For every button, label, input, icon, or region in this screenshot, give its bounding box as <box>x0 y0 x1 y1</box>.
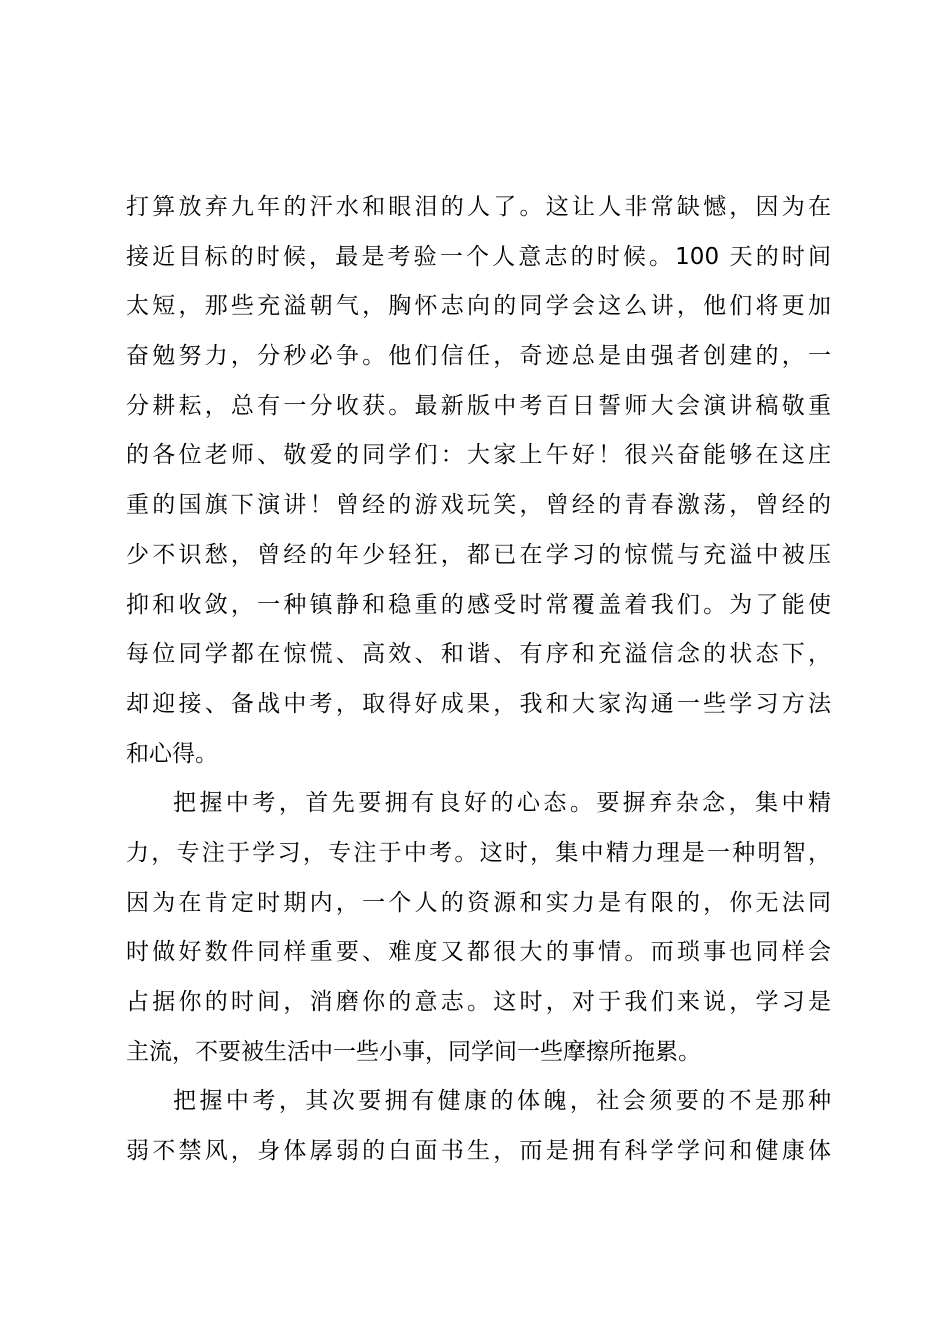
text-line: 弱不禁风，身体孱弱的白面书生，而是拥有科学学问和健康体 <box>126 1138 831 1165</box>
text-line: 重的国旗下演讲！曾经的游戏玩笑，曾经的青春激荡，曾经的 <box>126 492 831 519</box>
text-line: 主流，不要被生活中一些小事，同学间一些摩擦所拖累。 <box>126 1038 701 1065</box>
text-line: 因为在肯定时期内，一个人的资源和实力是有限的，你无法同 <box>126 889 831 916</box>
text-line: 每位同学都在惊慌、高效、和谐、有序和充溢信念的状态下， <box>126 641 831 668</box>
text-line: 抑和收敛，一种镇静和稳重的感受时常覆盖着我们。为了能使 <box>126 591 831 618</box>
text-line: 奋勉努力，分秒必争。他们信任，奇迹总是由强者创建的，一 <box>126 343 831 370</box>
paragraph-first-line: 把握中考，其次要拥有健康的体魄，社会须要的不是那种 <box>173 1088 831 1115</box>
text-line: 打算放弃九年的汗水和眼泪的人了。这让人非常缺憾，因为在 <box>126 194 831 220</box>
body-text <box>126 183 831 1177</box>
text-line: 占据你的时间，消磨你的意志。这时，对于我们来说，学习是 <box>126 989 831 1015</box>
text-line: 的各位老师、敬爱的同学们：大家上午好！很兴奋能够在这庄 <box>126 442 831 469</box>
text-line: 分耕耘，总有一分收获。最新版中考百日誓师大会演讲稿敬重 <box>126 392 831 419</box>
text-line: 太短，那些充溢朝气，胸怀志向的同学会这么讲，他们将更加 <box>126 293 831 320</box>
text-line: 和心得。 <box>126 740 218 767</box>
paragraph-first-line: 把握中考，首先要拥有良好的心态。要摒弃杂念，集中精 <box>173 790 831 817</box>
text-line: 却迎接、备战中考，取得好成果，我和大家沟通一些学习方法 <box>126 690 831 717</box>
text-line: 时做好数件同样重要、难度又都很大的事情。而琐事也同样会 <box>126 939 831 966</box>
text-line: 少不识愁，曾经的年少轻狂，都已在学习的惊慌与充溢中被压 <box>126 541 831 568</box>
text-line: 力，专注于学习，专注于中考。这时，集中精力理是一种明智， <box>126 839 831 866</box>
text-line: 接近目标的时候，最是考验一个人意志的时候。100 天的时间 <box>126 243 831 270</box>
